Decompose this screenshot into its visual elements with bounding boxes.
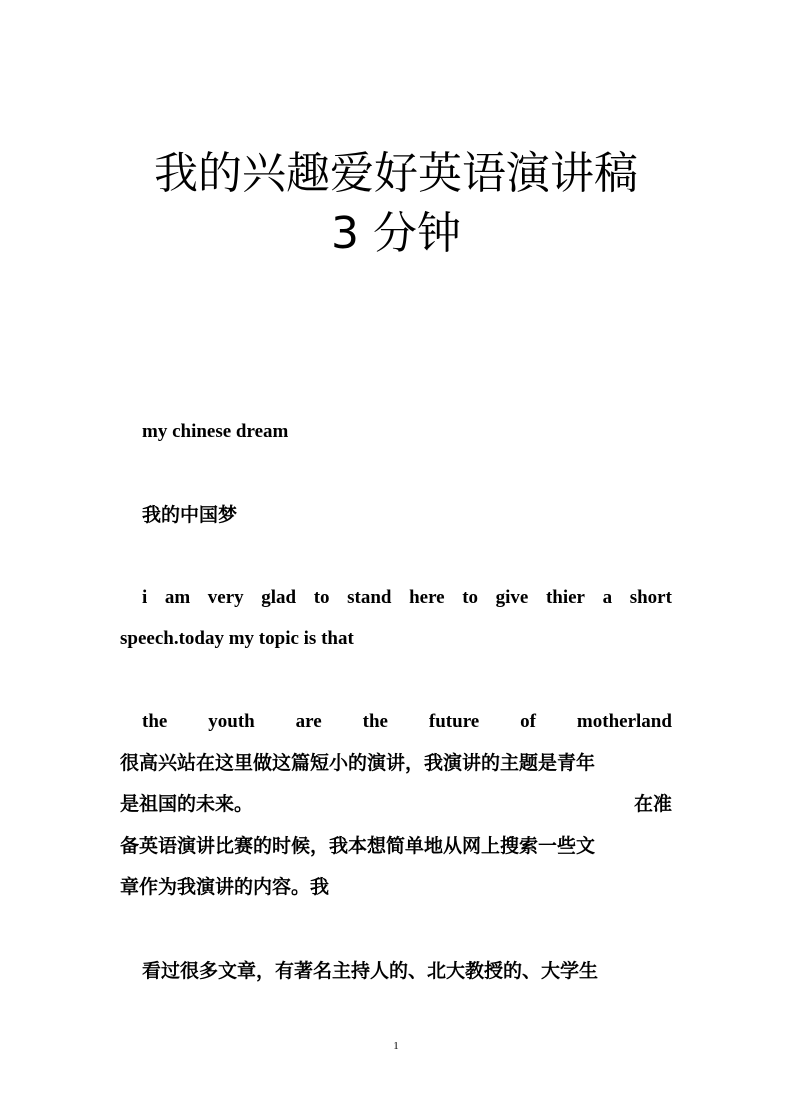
word: the [362, 711, 388, 732]
word: very [207, 587, 244, 608]
word: youth [208, 711, 255, 732]
word: here [409, 587, 445, 608]
word: stand [347, 587, 392, 608]
word: i [142, 587, 148, 608]
paragraph-heading-english: my chinese dream [142, 421, 289, 442]
line-text-right: 在准 [633, 793, 672, 815]
word: to [313, 587, 330, 608]
line-text-left: 是祖国的未来。 [120, 793, 254, 815]
word: short [629, 587, 672, 608]
word: give [495, 587, 529, 608]
paragraph-topic-line-2: 很高兴站在这里做这篇短小的演讲，我演讲的主题是青年 [120, 752, 596, 774]
paragraph-topic-line-5: 章作为我演讲的内容。我 [120, 876, 330, 898]
document-title-line-1: 我的兴趣爱好英语演讲稿 [154, 148, 638, 199]
word: a [602, 587, 613, 608]
paragraph-topic-line-3 [120, 784, 672, 824]
paragraph-speech-intro-line-2: speech.today my topic is that [120, 628, 354, 649]
document-title-line-2: 3 分钟 [331, 208, 461, 259]
word: thier [545, 587, 585, 608]
paragraph-topic-line-4: 备英语演讲比赛的时候，我本想简单地从网上搜索一些文 [120, 835, 596, 857]
paragraph-heading-chinese: 我的中国梦 [142, 504, 238, 526]
word: future [428, 711, 480, 732]
word: to [462, 587, 479, 608]
word: the [142, 711, 168, 732]
paragraph-speech-intro-line-1 [120, 578, 672, 618]
page-number: 1 [393, 1040, 399, 1052]
word: are [295, 711, 322, 732]
paragraph-topic-line-1 [120, 702, 672, 742]
paragraph-articles: 看过很多文章，有著名主持人的、北大教授的、大学生 [142, 960, 599, 982]
word: of [520, 711, 536, 732]
word: glad [261, 587, 297, 608]
word: motherland [576, 711, 672, 732]
word: am [164, 587, 191, 608]
